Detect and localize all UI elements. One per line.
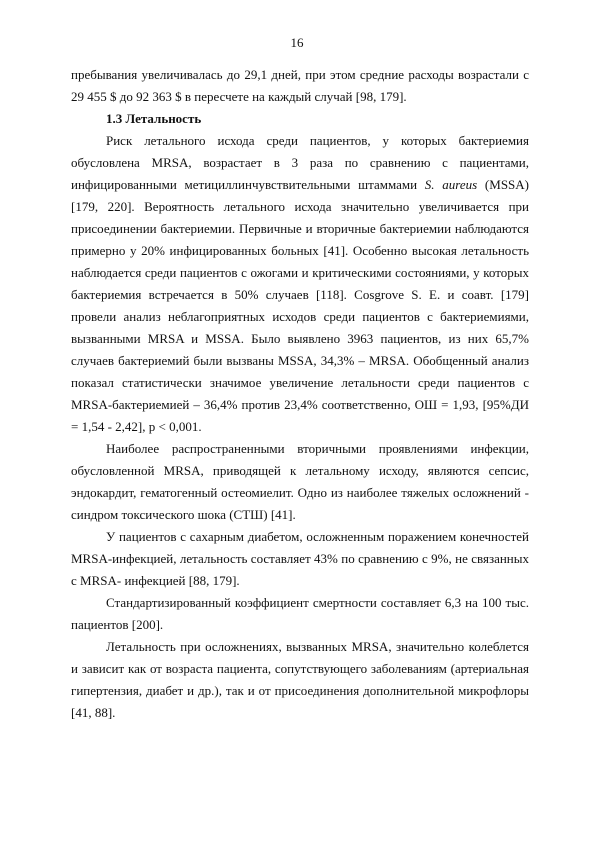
paragraph-mortality-coefficient: Стандартизированный коэффициент смертности составляет 6,3 на 100 тыс. пациентов [200].	[71, 595, 529, 632]
paragraph-secondary-manifestations: Наиболее распространенными вторичными проявлениями инфекции, обусловленной MRSA, приводящей к летальному исходу, являются сепсис, эндокардит, гематогенный остеомиелит. Одно из наиболее тяжелых осложнений - синдром токсического шока (СТШ) [41].	[71, 441, 529, 522]
paragraph-diabetes: У пациентов с сахарным диабетом, осложненным поражением конечностей MRSA-инфекцией, летальность составляет 43% по сравнению с 9%, не связанных с MRSA- инфекцией [88, 179].	[71, 529, 529, 588]
paragraph-text: Риск летального исхода среди пациентов, у которых бактериемия обусловлена MRSA, возрастает в 3 раза по сравнению с пациентами, инфицированными метициллинчувствительными штаммами	[71, 133, 529, 192]
section-heading: 1.3 Летальность	[106, 111, 202, 126]
paragraph-continuation: пребывания увеличивалась до 29,1 дней, при этом средние расходы возрастали с 29 455 $ до 92 363 $ в пересчете на каждый случай [98, 179].	[71, 67, 529, 104]
paragraph-text: (MSSA) [179, 220]. Вероятность летального исхода значительно увеличивается при присоединении бактериемии. Первичные и вторичные бактериемии наблюдаются примерно у 20% инфицированных больных [41]. Особенно высокая летальность наблюдается среди пациентов с ожогами и критическими состояниями, у которых бактериемия встречается в 50% случаев [118]. Cosgrove S. E. и соавт. [179] провели анализ неблагоприятных исходов среди пациентов с бактериемиями, вызванными MRSA и MSSA. Было выявлено 3963 пациентов, из них 65,7% случаев бактериемий были вызваны MSSA, 34,3% – MRSA. Обобщенный анализ показал статистически значимое увеличение летальности среди пациентов с MRSA-бактериемией – 36,4% против 23,4% соответственно, ОШ = 1,93, [95%ДИ = 1,54 - 2,42], p < 0,001.	[71, 177, 529, 434]
document-body	[71, 64, 529, 724]
page-number: 16	[290, 35, 304, 50]
paragraph-mortality-risk	[71, 130, 529, 438]
paragraph-complications: Летальность при осложнениях, вызванных MRSA, значительно колеблется и зависит как от возраста пациента, сопутствующего заболеваниям (артериальная гипертензия, диабет и др.), так и от присоединения дополнительной микрофлоры [41, 88].	[71, 639, 529, 720]
species-name: S. aureus	[424, 177, 478, 192]
